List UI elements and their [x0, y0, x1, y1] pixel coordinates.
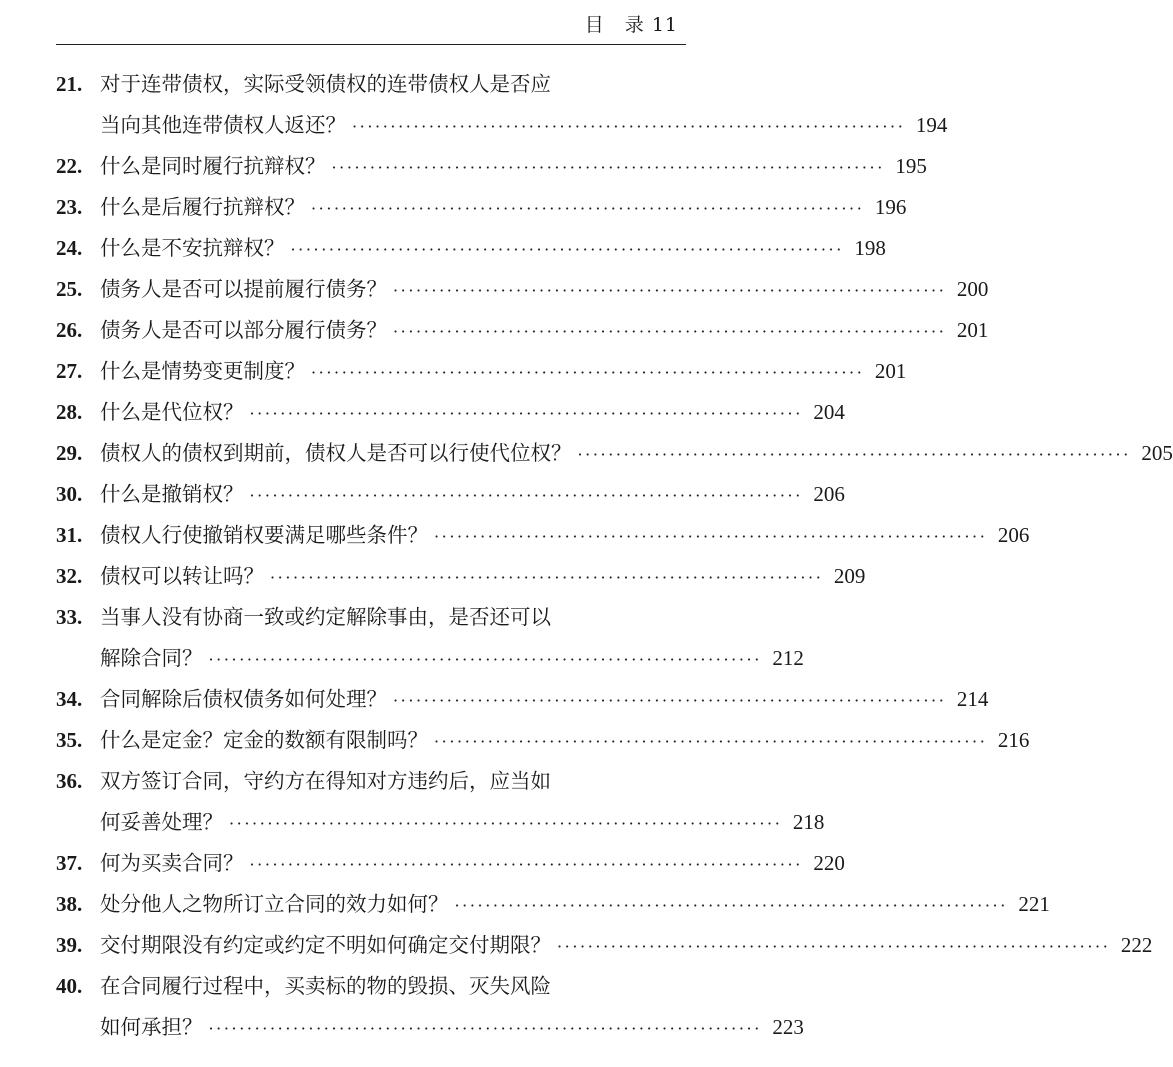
entry-number: 35. [56, 728, 83, 752]
toc-entry-line [56, 966, 686, 1007]
entry-title[interactable]: 债务人是否可以提前履行债务？ [100, 277, 387, 301]
entry-title[interactable]: 解除合同？ [100, 646, 203, 670]
page-number[interactable]: 201 [956, 318, 989, 342]
entry-number: 33. [56, 605, 83, 629]
toc-entry-line [56, 433, 1173, 474]
toc-entry[interactable] [56, 515, 1030, 556]
page-number[interactable]: 201 [874, 359, 907, 383]
entry-title[interactable]: 什么是撤销权？ [100, 482, 244, 506]
page-number[interactable]: 222 [1120, 933, 1153, 957]
entry-number: 37. [56, 851, 83, 875]
entry-title[interactable]: 什么是同时履行抗辩权？ [100, 154, 326, 178]
toc-entry-line [56, 843, 845, 884]
entry-title[interactable]: 何为买卖合同？ [100, 851, 244, 875]
entry-number: 40. [56, 974, 83, 998]
toc-entry-line [56, 925, 1153, 966]
toc-entry-line [56, 597, 686, 638]
page-number[interactable]: 221 [1018, 892, 1050, 916]
dot-leader: ········································································ [249, 486, 803, 505]
dot-leader: ········································································ [434, 527, 988, 546]
toc-entry[interactable] [56, 966, 804, 1048]
page-number[interactable]: 212 [772, 646, 804, 670]
dot-leader: ········································································ [208, 1019, 762, 1038]
header-title: 目 录 11 [584, 14, 678, 36]
toc-entry[interactable] [56, 761, 825, 843]
entry-number: 21. [56, 72, 83, 96]
entry-title[interactable]: 交付期限没有约定或约定不明如何确定交付期限？ [100, 933, 551, 957]
toc-entry[interactable] [56, 392, 845, 433]
dot-leader: ········································································ [557, 937, 1111, 956]
toc-entry-line [56, 310, 989, 351]
toc-entry[interactable] [56, 310, 989, 351]
dot-leader: ········································································ [454, 896, 1008, 915]
dot-leader: ········································································ [434, 732, 988, 751]
entry-number: 30. [56, 482, 83, 506]
dot-leader: ········································································ [393, 281, 947, 300]
dot-leader: ········································································ [249, 404, 803, 423]
entry-number: 29. [56, 441, 83, 465]
toc-entry[interactable] [56, 925, 1153, 966]
entry-title[interactable]: 什么是代位权？ [100, 400, 244, 424]
page-number[interactable]: 220 [813, 851, 845, 875]
toc-entry[interactable] [56, 556, 866, 597]
toc-entry-line [56, 638, 804, 679]
entry-title[interactable]: 对于连带债权，实际受领债权的连带债权人是否应 [100, 72, 551, 96]
entry-title[interactable]: 什么是情势变更制度？ [100, 359, 305, 383]
toc-entry-line [56, 351, 907, 392]
page-header [56, 10, 686, 45]
entry-title[interactable]: 如何承担？ [100, 1015, 203, 1039]
dot-leader: ········································································ [229, 814, 783, 833]
dot-leader: ········································································ [270, 568, 824, 587]
table-of-contents [56, 64, 1173, 1048]
toc-entry-line [56, 802, 825, 843]
toc-entry-line [56, 228, 886, 269]
entry-title[interactable]: 什么是后履行抗辩权？ [100, 195, 305, 219]
entry-number: 36. [56, 769, 83, 793]
page-number[interactable]: 200 [956, 277, 989, 301]
dot-leader: ········································································ [393, 322, 947, 341]
entry-number: 38. [56, 892, 83, 916]
page-number[interactable]: 216 [997, 728, 1030, 752]
page-number[interactable]: 223 [772, 1015, 804, 1039]
entry-title[interactable]: 什么是定金？定金的数额有限制吗？ [100, 728, 428, 752]
entry-number: 26. [56, 318, 83, 342]
page-number[interactable]: 194 [915, 113, 948, 137]
entry-number: 32. [56, 564, 83, 588]
entry-number: 34. [56, 687, 83, 711]
entry-number: 28. [56, 400, 83, 424]
entry-title[interactable]: 双方签订合同，守约方在得知对方违约后，应当如 [100, 769, 551, 793]
toc-entry[interactable] [56, 228, 886, 269]
toc-entry[interactable] [56, 64, 948, 146]
entry-title[interactable]: 何妥善处理？ [100, 810, 223, 834]
page-number[interactable]: 205 [1141, 441, 1173, 465]
dot-leader: ········································································ [249, 855, 803, 874]
dot-leader: ········································································ [311, 363, 865, 382]
dot-leader: ········································································ [393, 691, 947, 710]
page-number[interactable]: 204 [813, 400, 845, 424]
toc-entry-line [56, 761, 686, 802]
page-number[interactable]: 218 [792, 810, 825, 834]
page-number[interactable]: 206 [813, 482, 845, 506]
toc-entry[interactable] [56, 187, 907, 228]
entry-title[interactable]: 当事人没有协商一致或约定解除事由，是否还可以 [100, 605, 551, 629]
toc-entry[interactable] [56, 474, 845, 515]
toc-entry-line [56, 146, 927, 187]
toc-entry[interactable] [56, 351, 907, 392]
toc-entry-line [56, 884, 1050, 925]
page-number[interactable]: 209 [833, 564, 866, 588]
toc-entry-line [56, 105, 948, 146]
toc-entry-line [56, 679, 989, 720]
entry-title[interactable]: 合同解除后债权债务如何处理？ [100, 687, 387, 711]
entry-number: 31. [56, 523, 83, 547]
entry-number: 24. [56, 236, 83, 260]
entry-title[interactable]: 当向其他连带债权人返还？ [100, 113, 346, 137]
toc-entry[interactable] [56, 884, 1050, 925]
entry-title[interactable]: 债权人的债权到期前，债权人是否可以行使代位权？ [100, 441, 572, 465]
entry-title[interactable]: 债权可以转让吗？ [100, 564, 264, 588]
toc-entry-line [56, 474, 845, 515]
toc-entry[interactable] [56, 679, 989, 720]
entry-number: 27. [56, 359, 83, 383]
toc-entry-line [56, 187, 907, 228]
toc-entry[interactable] [56, 269, 989, 310]
toc-entry-line [56, 269, 989, 310]
toc-entry-line [56, 720, 1030, 761]
toc-entry[interactable] [56, 433, 1173, 474]
page-number[interactable]: 195 [895, 154, 927, 178]
entry-number: 22. [56, 154, 83, 178]
entry-title[interactable]: 债务人是否可以部分履行债务？ [100, 318, 387, 342]
page-number[interactable]: 206 [997, 523, 1030, 547]
toc-entry-line [56, 556, 866, 597]
entry-number: 39. [56, 933, 83, 957]
toc-entry-line [56, 515, 1030, 556]
page-number[interactable]: 196 [874, 195, 907, 219]
toc-entry[interactable] [56, 597, 804, 679]
toc-entry[interactable] [56, 720, 1030, 761]
toc-entry-line [56, 1007, 804, 1048]
dot-leader: ········································································ [208, 650, 762, 669]
page-number[interactable]: 214 [956, 687, 989, 711]
entry-title[interactable]: 处分他人之物所订立合同的效力如何？ [100, 892, 449, 916]
toc-entry-line [56, 392, 845, 433]
dot-leader: ········································································ [331, 158, 885, 177]
toc-entry[interactable] [56, 146, 927, 187]
page-number[interactable]: 198 [854, 236, 886, 260]
toc-entry-line [56, 64, 686, 105]
entry-title[interactable]: 债权人行使撤销权要满足哪些条件？ [100, 523, 428, 547]
dot-leader: ········································································ [352, 117, 906, 136]
entry-title[interactable]: 什么是不安抗辩权？ [100, 236, 285, 260]
dot-leader: ········································································ [577, 445, 1131, 464]
entry-title[interactable]: 在合同履行过程中，买卖标的物的毁损、灭失风险 [100, 974, 551, 998]
dot-leader: ········································································ [290, 240, 844, 259]
dot-leader: ········································································ [311, 199, 865, 218]
entry-number: 23. [56, 195, 83, 219]
toc-entry[interactable] [56, 843, 845, 884]
entry-number: 25. [56, 277, 83, 301]
